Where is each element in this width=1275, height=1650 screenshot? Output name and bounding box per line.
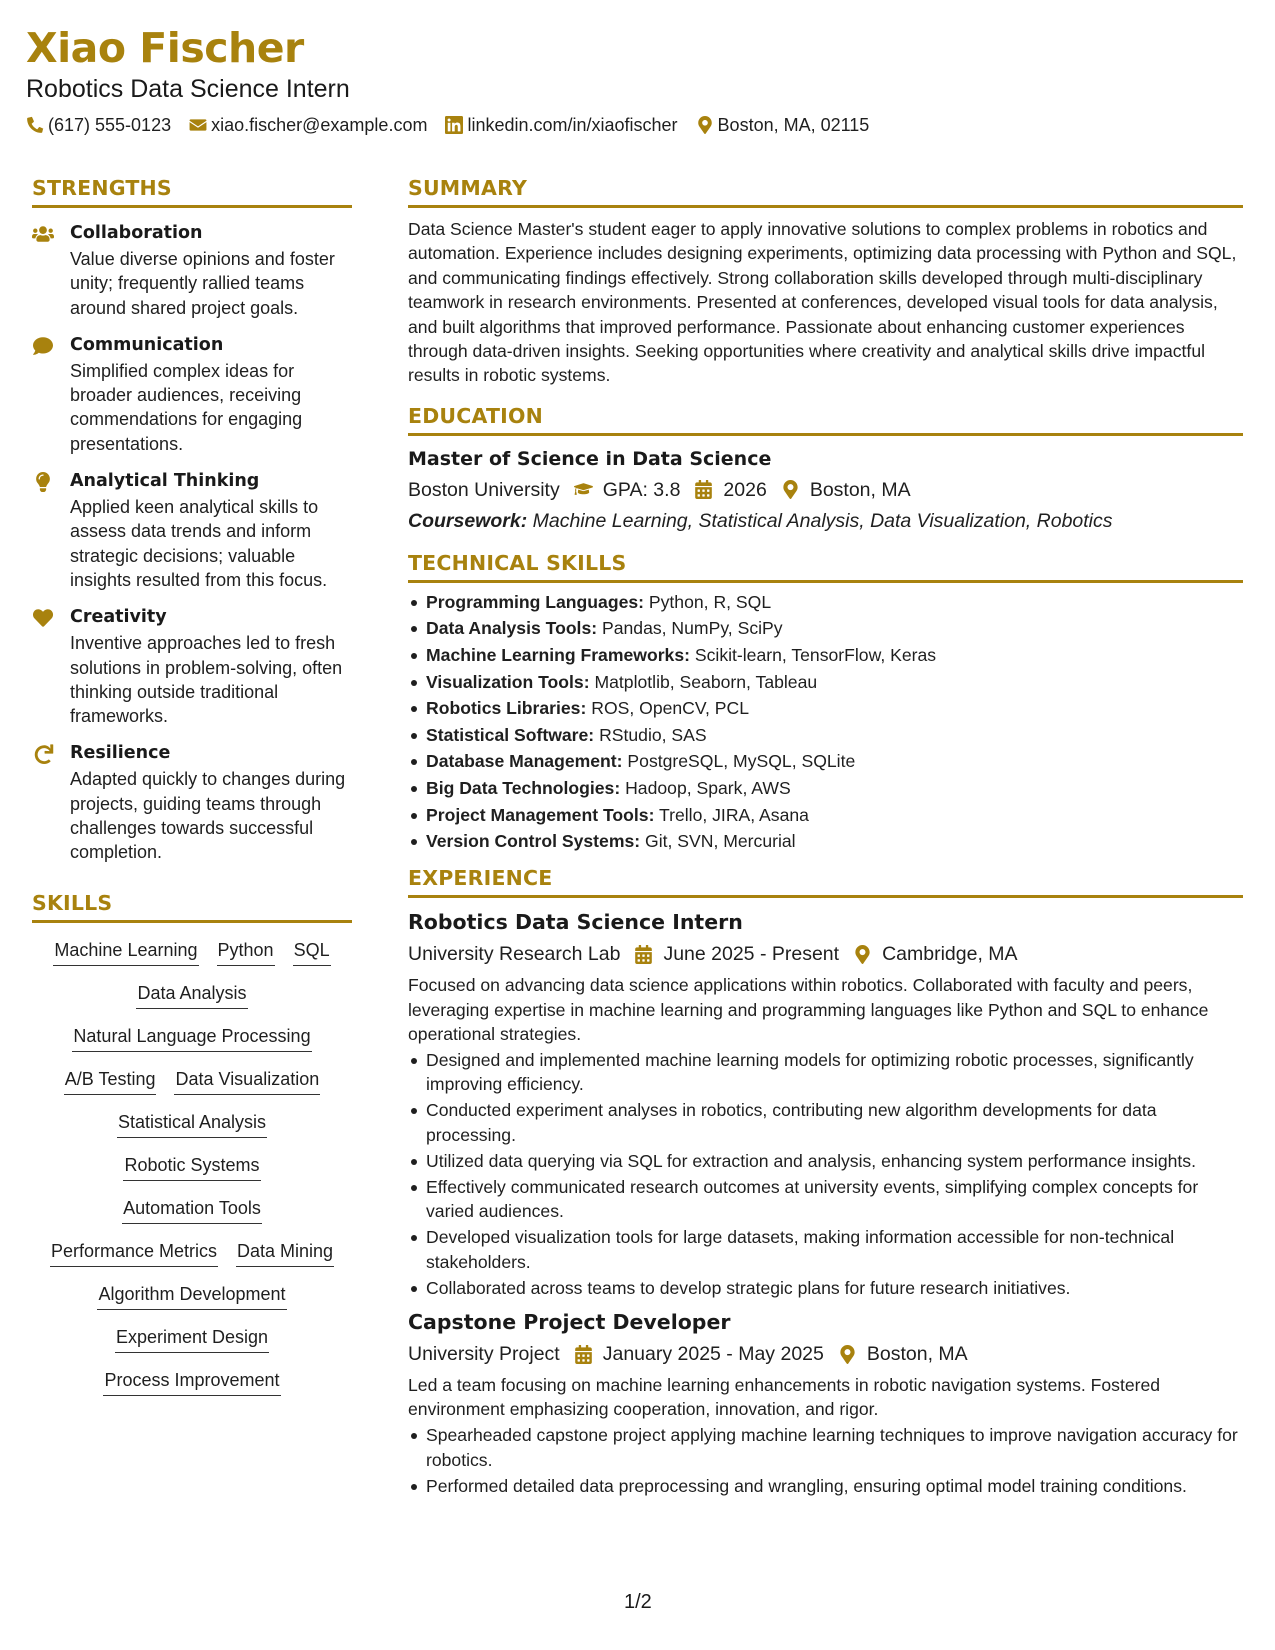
job-dates: January 2025 - May 2025: [602, 1343, 824, 1366]
technical-skills-list: [408, 590, 1243, 854]
graduation-year: 2026: [723, 478, 767, 501]
skill-category: Machine Learning Frameworks:: [426, 645, 690, 666]
job-entry: [408, 1308, 1243, 1498]
skill-tag: SQL: [293, 938, 331, 966]
strengths-heading: STRENGTHS: [32, 176, 352, 208]
contact-location: [696, 114, 870, 136]
contact-email[interactable]: [189, 114, 427, 136]
skill-values: Trello, JIRA, Asana: [659, 804, 809, 825]
contact-linkedin[interactable]: [445, 114, 677, 136]
comment-icon: [32, 336, 54, 356]
strength-item: [32, 742, 352, 864]
skill-category: Version Control Systems:: [426, 831, 641, 852]
job-title: Robotics Data Science Intern: [408, 910, 743, 935]
envelope-icon: [189, 116, 207, 134]
page-number: 1/2: [624, 1591, 652, 1613]
skill-row: [32, 1325, 352, 1353]
skill-tag: A/B Testing: [64, 1067, 157, 1095]
skill-tag: Data Mining: [236, 1239, 334, 1267]
calendar-icon: [574, 1345, 593, 1364]
job-location: Cambridge, MA: [882, 943, 1018, 966]
skill-row: [32, 1196, 352, 1224]
skill-values: Matplotlib, Seaborn, Tableau: [594, 671, 818, 692]
linkedin-text[interactable]: linkedin.com/in/xiaofischer: [467, 115, 678, 135]
strength-desc: Applied keen analytical skills to assess data trends and inform strategic decisions; valuable insights resulted from this focus.: [70, 497, 328, 590]
technical-skills-heading: TECHNICAL SKILLS: [408, 551, 1243, 583]
experience-section: [408, 866, 1243, 1498]
list-item: Performed detailed data preprocessing and wrangling, ensuring optimal model training conditions.: [408, 1474, 1243, 1498]
list-item: [408, 643, 1243, 667]
map-marker-icon: [696, 116, 714, 134]
job-title: Capstone Project Developer: [408, 1310, 731, 1335]
skill-tag: Python: [217, 938, 275, 966]
list-item: [408, 803, 1243, 827]
skill-row: [32, 1024, 352, 1052]
skill-row: [32, 1239, 352, 1267]
skill-category: Database Management:: [426, 751, 623, 772]
skill-tag: Experiment Design: [115, 1325, 269, 1353]
list-item: Designed and implemented machine learning models for optimizing robotic processes, significantly improving efficiency.: [408, 1048, 1243, 1096]
contact-bar: [26, 114, 1246, 136]
skill-row: [32, 981, 352, 1009]
email-text[interactable]: xiao.fischer@example.com: [211, 115, 428, 135]
skill-values: ROS, OpenCV, PCL: [591, 698, 750, 719]
job-bullets: [408, 1423, 1243, 1498]
candidate-role: Robotics Data Science Intern: [26, 75, 350, 103]
list-item: [408, 590, 1243, 614]
calendar-icon: [634, 945, 653, 964]
skill-row: [32, 938, 352, 966]
strength-desc: Inventive approaches led to fresh solutions in problem-solving, often thinking outside traditional frameworks.: [70, 633, 343, 727]
skill-category: Programming Languages:: [426, 591, 644, 612]
skill-values: PostgreSQL, MySQL, SQLite: [627, 751, 856, 772]
job-org: University Research Lab: [408, 943, 621, 966]
strength-item: [32, 606, 352, 728]
coursework-label: Coursework:: [408, 509, 528, 532]
list-item: Spearheaded capstone project applying machine learning techniques to improve navigation accuracy for robotics.: [408, 1423, 1243, 1471]
skill-category: Project Management Tools:: [426, 804, 655, 825]
list-item: [408, 829, 1243, 853]
map-marker-icon: [838, 1345, 857, 1364]
left-column: [32, 176, 352, 1396]
skill-tag: Robotic Systems: [123, 1153, 260, 1181]
job-meta: [408, 1340, 1243, 1368]
list-item: Effectively communicated research outcomes at university events, simplifying complex concepts for varied audiences.: [408, 1175, 1243, 1223]
degree-title: Master of Science in Data Science: [408, 447, 772, 470]
redo-icon: [32, 744, 54, 764]
users-icon: [32, 224, 54, 244]
strength-desc: Adapted quickly to changes during projects, guiding teams through challenges towards successful completion.: [70, 769, 346, 863]
skill-values: Git, SVN, Mercurial: [645, 831, 796, 852]
skill-category: Visualization Tools:: [426, 671, 590, 692]
linkedin-icon: [445, 116, 463, 134]
skill-category: Big Data Technologies:: [426, 778, 621, 798]
list-item: [408, 776, 1243, 800]
strength-title: Resilience: [70, 743, 171, 764]
skill-row: [32, 1067, 352, 1095]
strength-item: [32, 222, 352, 320]
job-meta: [408, 940, 1243, 968]
summary-heading: SUMMARY: [408, 176, 1243, 208]
job-org: University Project: [408, 1343, 560, 1366]
job-description: Focused on advancing data science applications within robotics. Collaborated with faculty and peers, leveraging expertise in machine learning and programming languages like Python and SQL to enhance operational strategies.: [408, 975, 1209, 1044]
skill-tag: Performance Metrics: [50, 1239, 218, 1267]
list-item: [408, 723, 1243, 747]
skill-tag: Natural Language Processing: [72, 1024, 311, 1052]
education-meta: [408, 476, 1243, 504]
job-dates: June 2025 - Present: [663, 943, 840, 966]
list-item: [408, 670, 1243, 694]
skill-tag: Data Visualization: [174, 1067, 320, 1095]
skill-category: Statistical Software:: [426, 724, 595, 745]
list-item: Collaborated across teams to develop strategic plans for future research initiatives.: [408, 1276, 1243, 1300]
list-item: [408, 749, 1243, 773]
location-text: Boston, MA, 02115: [717, 115, 870, 135]
job-bullets: [408, 1048, 1243, 1300]
skill-tag: Data Analysis: [136, 981, 247, 1009]
candidate-name: Xiao Fischer: [26, 24, 304, 72]
job-description: Led a team focusing on machine learning enhancements in robotic navigation systems. Fostered environment emphasizing cooperation, innovation, and rigor.: [408, 1375, 1161, 1420]
technical-skills-section: [408, 551, 1243, 854]
lightbulb-icon: [32, 472, 54, 492]
calendar-icon: [694, 480, 713, 499]
phone-text: (617) 555-0123: [48, 115, 172, 135]
job-entry: [408, 908, 1243, 1300]
skill-row: [32, 1110, 352, 1138]
skill-tag: Machine Learning: [53, 938, 198, 966]
skill-values: Hadoop, Spark, AWS: [625, 778, 791, 798]
right-column: [408, 176, 1243, 1500]
strength-title: Creativity: [70, 607, 167, 628]
skill-tag: Process Improvement: [103, 1368, 280, 1396]
strength-item: [32, 334, 352, 456]
skill-values: RStudio, SAS: [599, 724, 707, 745]
strength-item: [32, 470, 352, 592]
contact-phone: [26, 114, 171, 136]
list-item: Conducted experiment analyses in robotics, contributing new algorithm developments for data processing.: [408, 1098, 1243, 1146]
skill-category: Data Analysis Tools:: [426, 618, 598, 639]
skill-row: [32, 1368, 352, 1396]
skill-category: Robotics Libraries:: [426, 698, 587, 719]
skill-values: Scikit-learn, TensorFlow, Keras: [694, 645, 937, 666]
list-item: [408, 616, 1243, 640]
skill-row: [32, 1282, 352, 1310]
job-location: Boston, MA: [866, 1343, 968, 1366]
skills-heading: SKILLS: [32, 891, 352, 923]
coursework-list: Machine Learning, Statistical Analysis, Data Visualization, Robotics: [532, 509, 1113, 532]
skill-values: Python, R, SQL: [648, 591, 772, 612]
skill-values: Pandas, NumPy, SciPy: [601, 618, 783, 639]
list-item: Utilized data querying via SQL for extraction and analysis, enhancing system performance insights.: [408, 1149, 1243, 1173]
school-name: Boston University: [408, 478, 560, 501]
education-heading: EDUCATION: [408, 404, 1243, 436]
resume-header: [26, 22, 1246, 136]
phone-icon: [26, 116, 44, 134]
heart-icon: [32, 608, 54, 628]
skill-tag: Algorithm Development: [97, 1282, 286, 1310]
school-location: Boston, MA: [809, 478, 911, 501]
summary-text: Data Science Master's student eager to apply innovative solutions to complex problems in robotics and automation. Experience includes designing experiments, optimizing data processing with Python and SQL, and communicating findings effectively. Strong collaboration skills developed through multi-disciplinary teamwork in research environments. Presented at conferences, developed visual tools for data analysis, and built algorithms that improved performance. Passionate about enhancing customer experiences through data-driven insights. Seeking opportunities where creativity and analytical skills drive impactful results in robotic systems.: [408, 219, 1237, 386]
strength-title: Analytical Thinking: [70, 471, 260, 492]
strength-title: Communication: [70, 334, 224, 355]
strength-desc: Value diverse opinions and foster unity; frequently rallied teams around shared project goals.: [70, 249, 335, 318]
skill-row: [32, 1153, 352, 1181]
list-item: Developed visualization tools for large datasets, making information accessible for non-technical stakeholders.: [408, 1225, 1243, 1273]
skill-tag: Statistical Analysis: [117, 1110, 267, 1138]
strength-desc: Simplified complex ideas for broader audiences, receiving commendations for engaging presentations.: [70, 360, 303, 454]
skills-section: [32, 891, 352, 1396]
map-marker-icon: [853, 945, 872, 964]
list-item: [408, 696, 1243, 720]
map-marker-icon: [781, 480, 800, 499]
coursework: [408, 507, 1243, 535]
gpa-text: GPA: 3.8: [602, 478, 681, 501]
education-section: [408, 404, 1243, 535]
experience-heading: EXPERIENCE: [408, 866, 1243, 898]
graduation-cap-icon: [574, 480, 593, 499]
skill-tag: Automation Tools: [122, 1196, 262, 1224]
strength-title: Collaboration: [70, 223, 203, 243]
